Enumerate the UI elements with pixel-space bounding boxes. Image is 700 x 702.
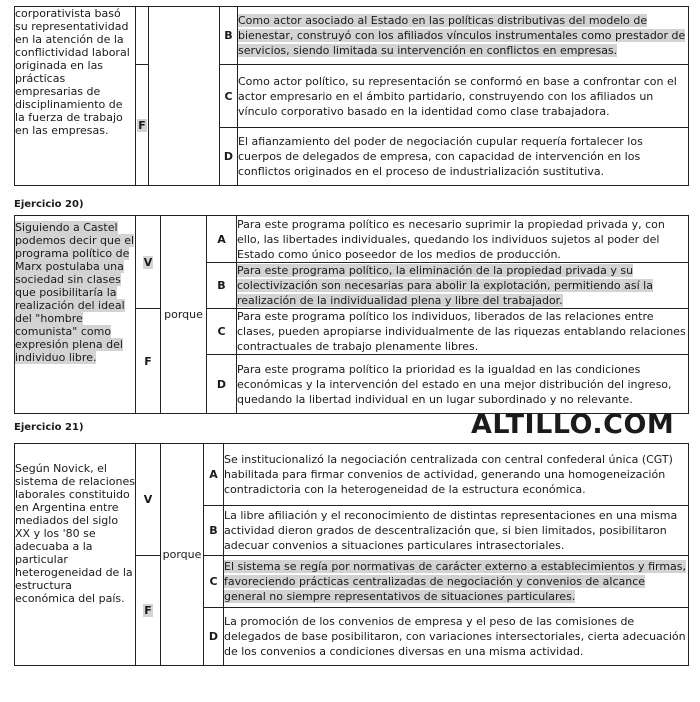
exercise-21-option-c: El sistema se regía por normativas de carácter externo a establecimientos y firmas, favoreciendo prácticas centralizadas de negociación y convenios de alcance general no siempre representativos de situaciones particulares. xyxy=(224,556,689,608)
exercise-20-option-b: Para este programa político, la eliminación de la propiedad privada y su colectivización son necesarias para abolir la explotación, permitiendo así la realización de la individualidad plena y libre del trabajador. xyxy=(237,263,689,309)
exercise-19-answer-f: F xyxy=(138,118,146,132)
exercise-19-block xyxy=(14,6,688,186)
exercise-20-answer-v: V xyxy=(143,255,153,269)
exercise-19-option-d-letter: D xyxy=(220,128,238,186)
exercise-19-option-d: El afianzamiento del poder de negociación cupular requería fortalecer los cuerpos de delegados de empresa, con capacidad de intervención en los conflictos originados en el proceso de industrialización sustitutiva. xyxy=(238,128,689,186)
exercise-21-title: Ejercicio 21) xyxy=(14,422,84,433)
exercise-19-v-cell xyxy=(136,7,149,65)
exercise-21-option-d: La promoción de los convenios de empresa y el peso de las comisiones de delegados de base posibilitaron, con variaciones intersectoriales, cierta adecuación de los convenios a condiciones diversas en una misma actividad. xyxy=(224,608,689,666)
exercise-21-f-cell xyxy=(136,556,161,666)
exercise-21-option-d-letter: D xyxy=(204,608,224,666)
exercise-19-table xyxy=(14,6,689,186)
exercise-19-f-cell xyxy=(136,65,149,186)
exercise-21-option-a: Se institucionalizó la negociación centralizada con central confederal única (CGT) habilitada para firmar convenios de actividad, generando una homogeneización contradictoria con la heterogeneidad de la estructura económica. xyxy=(224,444,689,506)
exercise-20-option-d: Para este programa político la prioridad es la igualdad en las condiciones económicas y la intervención del estado en una mejor distribución del ingreso, quedando la libertad individual en un lugar subordinado y no relevante. xyxy=(237,355,689,414)
exercise-20-title: Ejercicio 20) xyxy=(14,199,84,210)
exercise-19-option-c-letter: C xyxy=(220,65,238,128)
exercise-19-porque-cell xyxy=(149,7,220,186)
exercise-19-option-c: Como actor político, su representación se conformó en base a confrontar con el actor empresario en el ámbito partidario, construyendo con los afiliados un vínculo corporativo basado en la identidad como clase trabajadora. xyxy=(238,65,689,128)
exercise-20-option-a: Para este programa político es necesario suprimir la propiedad privada y, con ello, las libertades individuales, quedando los individuos sujetos al poder del Estado como único poseedor de los medios de producción. xyxy=(237,216,689,263)
exercise-20-statement: Siguiendo a Castel podemos decir que el programa político de Marx postulaba una sociedad sin clases que posibilitaría la realización del ideal del "hombre comunista" como expresión plena del individuo libre. xyxy=(15,216,136,414)
exercise-21-option-b: La libre afiliación y el reconocimiento de distintas representaciones en una misma actividad dieron grados de descentralización que, si bien limitados, posibilitaron adecuar convenios a situaciones particulares intrasectoriales. xyxy=(224,506,689,556)
exercise-20-option-a-letter: A xyxy=(207,216,237,263)
exercise-21-option-a-letter: A xyxy=(204,444,224,506)
exercise-20-option-b-letter: B xyxy=(207,263,237,309)
exercise-19-option-b-letter: B xyxy=(220,7,238,65)
exercise-21-porque: porque xyxy=(161,444,204,666)
exercise-20-block xyxy=(14,215,688,414)
exercise-21-table xyxy=(14,443,689,666)
exercise-20-table xyxy=(14,215,689,414)
exercise-20-option-d-letter: D xyxy=(207,355,237,414)
altillo-watermark: ALTILLO.COM xyxy=(471,409,675,440)
exercise-20-f-cell: F xyxy=(136,309,161,414)
exercise-21-option-b-letter: B xyxy=(204,506,224,556)
exercise-19-option-b: Como actor asociado al Estado en las políticas distributivas del modelo de bienestar, construyó con los afiliados vínculos instrumentales como prestador de servicios, siendo limitada su intervención en conflictos en empresas. xyxy=(238,7,689,65)
exercise-19-statement: corporativista basó su representatividad en la atención de la conflictividad laboral originada en las prácticas empresarias de disciplinamiento de la fuerza de trabajo en las empresas. xyxy=(15,7,136,186)
exercise-20-v-cell xyxy=(136,216,161,309)
exercise-20-option-c: Para este programa político los individuos, liberados de las relaciones entre clases, pueden apropiarse individualmente de las riquezas entablando relaciones contractuales de trabajo plenamente libres. xyxy=(237,309,689,355)
exercise-20-porque: porque xyxy=(161,216,207,414)
exercise-21-option-c-letter: C xyxy=(204,556,224,608)
exercise-21-answer-f: F xyxy=(144,604,152,617)
exercise-21-v-cell: V xyxy=(136,444,161,556)
exercise-21-statement: Según Novick, el sistema de relaciones laborales constituido en Argentina entre mediados del siglo XX y los '80 se adecuaba a la particular heterogeneidad de la estructura económica del país. xyxy=(15,444,136,666)
exercise-21-block xyxy=(14,443,688,666)
exercise-20-option-c-letter: C xyxy=(207,309,237,355)
